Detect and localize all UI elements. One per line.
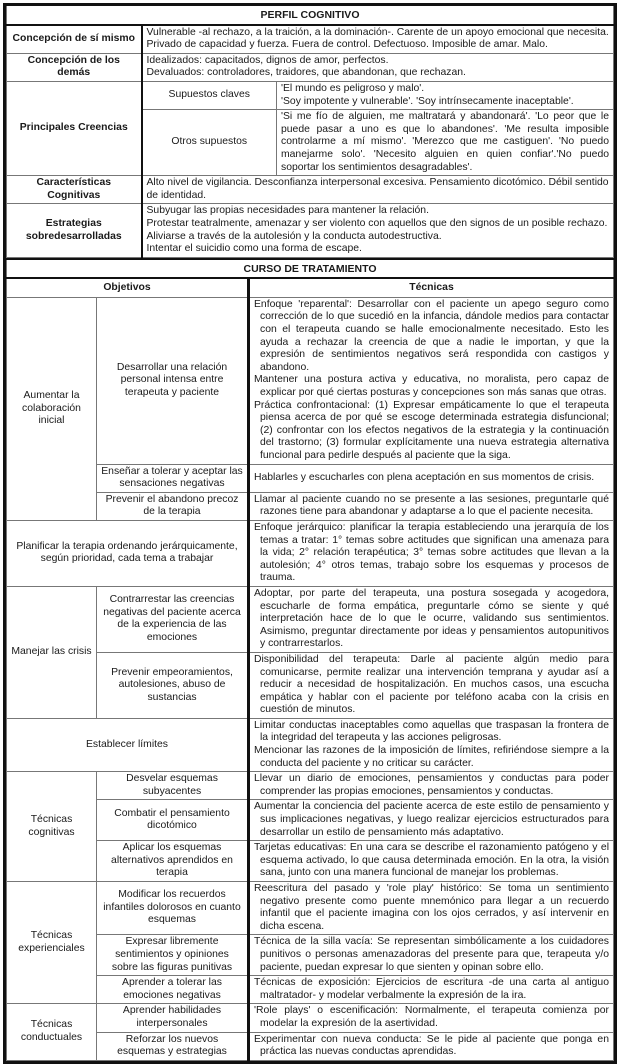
objetivo-cell: Establecer límites — [7, 718, 249, 771]
table-row — [7, 841, 614, 882]
tecnicas-header: Técnicas — [249, 278, 614, 297]
objetivo-cell: Técnicas experienciales — [7, 882, 97, 1004]
table-row — [7, 492, 614, 520]
text-line: Intentar el suicidio como una forma de escape. — [146, 243, 362, 255]
tecnica-paragraph: Técnica de la silla vacía: Se representan simbólicamente a los cuidadores punitivos o personas amenazadoras del presente para que, terapeuta y/o paciente, puedan expresar lo que sienten y opinan sobre ello. — [254, 936, 609, 973]
tecnicas-cell — [249, 800, 614, 841]
text-line: Protestar teatralmente, amenazar y ser violento con aquellos que den signos de un posible rechazo. — [146, 217, 608, 229]
document-table — [3, 3, 617, 1064]
objetivos-header: Objetivos — [7, 278, 249, 297]
text-line: Devaluados: controladores, traidores, que abandonan, que rechazan. — [146, 67, 466, 79]
text-line: Aliviarse a través de la autolesión y la conducta autodestructiva. — [146, 230, 442, 242]
tecnicas-cell — [249, 1032, 614, 1060]
sub-objetivo-cell: Reforzar los nuevos esquemas y estrategias — [97, 1032, 249, 1060]
tecnica-paragraph: Tarjetas educativas: En una cara se describe el razonamiento patógeno y el esquema activado, lo que causa determinada emoción. En la otra, la visión sana, junto con una manera funcional de manejar los problemas. — [254, 842, 609, 879]
table-row — [7, 882, 614, 935]
table-row — [7, 976, 614, 1004]
tecnica-paragraph: Enfoque 'reparental': Desarrollar con el paciente un apego seguro como corrección de lo que sucedió en la infancia, dándole medios para contactar con el terapeuta cuando se halle emocionalmente necesitado. Esto les ayuda a rechazar la creencia de que a nadie le importan, y que la expresión de sentimientos negativos será respondida con castigos y abandono. — [254, 298, 609, 373]
table-row — [7, 800, 614, 841]
tecnicas-cell — [249, 1004, 614, 1032]
curso-tratamiento-table — [6, 258, 614, 1061]
objetivo-cell: Manejar las crisis — [7, 586, 97, 718]
sub-objetivo-cell: Desvelar esquemas subyacentes — [97, 772, 249, 800]
row-content — [142, 53, 614, 81]
sub-objetivo-cell: Enseñar a tolerar y aceptar las sensaciones negativas — [97, 464, 249, 492]
table-row — [7, 586, 614, 652]
sub-objetivo-cell: Expresar libremente sentimientos y opiniones sobre las figuras punitivas — [97, 935, 249, 976]
row-label: Concepción de los demás — [7, 53, 142, 81]
tecnicas-cell — [249, 464, 614, 492]
sub-label: Otros supuestos — [142, 110, 277, 176]
sub-objetivo-cell: Desarrollar una relación personal intensa entre terapeuta y paciente — [97, 297, 249, 464]
row-content: Alto nivel de vigilancia. Desconfianza interpersonal excesiva. Pensamiento dicotómico. Débil sentido de identidad. — [142, 176, 614, 204]
tecnicas-cell — [249, 586, 614, 652]
tecnicas-cell — [249, 935, 614, 976]
tecnicas-cell — [249, 492, 614, 520]
tecnicas-cell — [249, 652, 614, 718]
tecnica-paragraph: Llamar al paciente cuando no se presente a las sesiones, preguntarle qué razones tiene para abandonar y adaptarse a lo que el paciente necesita. — [254, 493, 609, 518]
perfil-cognitivo-table — [6, 6, 614, 258]
objetivo-cell: Técnicas conductuales — [7, 1004, 97, 1060]
tecnica-paragraph: Limitar conductas inaceptables como aquellas que traspasan la frontera de la integridad del terapeuta y las acciones peligrosas. — [254, 719, 609, 744]
sub-objetivo-cell: Contrarrestar las creencias negativas del paciente acerca de la experiencia de las emociones — [97, 586, 249, 652]
text-line: Privado de capacidad y fuerza. Fuera de control. Defectuoso. Imposible de amar. Malo. — [146, 39, 548, 51]
table-row — [7, 25, 614, 54]
row-label: Estrategias sobredesarrolladas — [7, 204, 142, 257]
table-row — [7, 81, 614, 109]
tecnica-paragraph: Enfoque jerárquico: planificar la terapia estableciendo una jerarquía de los temas a tratar: 1° temas sobre actitudes que significan una amenaza para la vida; 2° relación terapéutica; 3° temas sobre actitudes que llevan a la autolesión; 4° otros temas, trabajo sobre los esquemas y procesos de trauma. — [254, 521, 609, 584]
tecnica-paragraph: Mantener una postura activa y educativa, no moralista, pero capaz de explicar por qué ciertas posturas y concepciones son más sanas que otras. — [254, 374, 609, 399]
table-row — [7, 772, 614, 800]
table-row — [7, 718, 614, 771]
tecnicas-cell — [249, 882, 614, 935]
tecnica-paragraph: Disponibilidad del terapeuta: Darle al paciente algún medio para comunicarse, permite realizar una intervención temprana y ayudar así a reducir a necesidad de hospitalización. En muchos casos, una escucha empática y hablar con el paciente por teléfono acaba con la crisis en cuestión de minutos. — [254, 653, 609, 716]
table-row — [7, 464, 614, 492]
tecnicas-cell — [249, 841, 614, 882]
table-row — [7, 204, 614, 257]
tecnica-paragraph: Práctica confrontacional: (1) Expresar empáticamente lo que el terapeuta piensa acerca de por qué se escoge determinada estrategia disfuncional; (2) confrontar con los efectos negativos de la estrategia y la continuación del trastorno; (3) formular explícitamente una nueva estrategia alternativa funcional para pedirle después al paciente que la siga. — [254, 399, 609, 461]
sub-objetivo-cell: Aprender habilidades interpersonales — [97, 1004, 249, 1032]
row-content — [277, 81, 614, 109]
table-row — [7, 935, 614, 976]
objetivo-cell: Aumentar la colaboración inicial — [7, 297, 97, 520]
table-row — [7, 652, 614, 718]
sub-objetivo-cell: Combatir el pensamiento dicotómico — [97, 800, 249, 841]
tecnica-paragraph: Llevar un diario de emociones, pensamientos y conductas para poder comprender las propias emociones, pensamientos y conductas. — [254, 773, 609, 797]
row-label: Características Cognitivas — [7, 176, 142, 204]
tecnica-paragraph: Experimentar con nueva conducta: Se le pide al paciente que ponga en práctica las nuevas conductas aprendidas. — [254, 1033, 609, 1058]
tecnica-paragraph: Reescritura del pasado y 'role play' histórico: Se toma un sentimiento negativo presente como puente mnemónico para llegar a un recuerdo infantil que el paciente imagina con los ojos cerrados, y así intervenir en dicha escena. — [254, 883, 609, 932]
text-line: 'Soy impotente y vulnerable'. 'Soy intrínsecamente inaceptable'. — [281, 95, 574, 107]
table-row — [7, 53, 614, 81]
row-content — [142, 25, 614, 54]
table-row — [7, 520, 614, 586]
table-row — [7, 176, 614, 204]
table-row — [7, 1004, 614, 1032]
tecnicas-cell — [249, 772, 614, 800]
table-row — [7, 297, 614, 464]
sub-objetivo-cell: Prevenir empeoramientos, autolesiones, abuso de sustancias — [97, 652, 249, 718]
perfil-title: PERFIL COGNITIVO — [7, 6, 614, 25]
tecnicas-cell — [249, 520, 614, 586]
objetivo-cell: Técnicas cognitivas — [7, 772, 97, 882]
row-content — [142, 204, 614, 257]
tecnica-paragraph: Adoptar, por parte del terapeuta, una postura sosegada y acogedora, escucharle de forma empática, preguntarle cómo se siente y qué interpretación hace de lo que le ocurre, validando sus sentimientos. Asimismo, preguntar directamente por ideas y pensamientos autopunitivos y contrarrestarlos. — [254, 587, 609, 650]
sub-objetivo-cell: Modificar los recuerdos infantiles dolorosos en cuanto esquemas — [97, 882, 249, 935]
sub-objetivo-cell: Prevenir el abandono precoz de la terapia — [97, 492, 249, 520]
text-line: Idealizados: capacitados, dignos de amor, perfectos. — [146, 54, 389, 66]
tecnica-paragraph: 'Role plays' o escenificación: Normalmente, el terapeuta comienza por modelar la expresión de la asertividad. — [254, 1005, 609, 1029]
text-line: Vulnerable -al rechazo, a la traición, a la dominación-. Carente de un apoyo emocional que necesita. — [146, 26, 609, 38]
row-label: Concepción de sí mismo — [7, 25, 142, 54]
tecnicas-cell — [249, 297, 614, 464]
tecnicas-cell — [249, 718, 614, 771]
tecnica-paragraph: Mencionar las razones de la imposición de límites, refiriéndose siempre a la conducta del paciente y no criticar su carácter. — [254, 745, 609, 769]
tecnica-paragraph: Técnicas de exposición: Ejercicios de escritura -de una carta al antiguo maltratador- y modelar verbalmente la expresión de la ira. — [254, 977, 609, 1001]
tratamiento-title: CURSO DE TRATAMIENTO — [7, 259, 614, 279]
objetivo-cell: Planificar la terapia ordenando jerárquicamente, según prioridad, cada tema a trabajar — [7, 520, 249, 586]
table-row — [7, 1032, 614, 1060]
sub-objetivo-cell: Aplicar los esquemas alternativos aprendidos en terapia — [97, 841, 249, 882]
row-label: Principales Creencias — [7, 81, 142, 175]
sub-label: Supuestos claves — [142, 81, 277, 109]
text-line: 'El mundo es peligroso y malo'. — [281, 82, 425, 94]
row-content: 'Si me fío de alguien, me maltratará y abandonará'. 'Lo peor que le puede pasar a uno es que lo abandones'. 'Me resulta imposible controlarme a mí mismo'. 'Merezco que me castiguen'. 'No puedo manejarme solo'. 'Necesito alguien en quien confiar'.'No puedo soportar los sentimientos desagradables'. — [277, 110, 614, 176]
tecnica-paragraph: Aumentar la conciencia del paciente acerca de este estilo de pensamiento y sus implicaciones negativas, y luego realizar ejercicios estructurados para desarrollar un estilo de pensamiento más adaptativo. — [254, 801, 609, 838]
tecnica-paragraph: Hablarles y escucharles con plena aceptación en sus momentos de crisis. — [254, 471, 595, 483]
tecnicas-cell — [249, 976, 614, 1004]
sub-objetivo-cell: Aprender a tolerar las emociones negativas — [97, 976, 249, 1004]
text-line: Subyugar las propias necesidades para mantener la relación. — [146, 205, 429, 217]
